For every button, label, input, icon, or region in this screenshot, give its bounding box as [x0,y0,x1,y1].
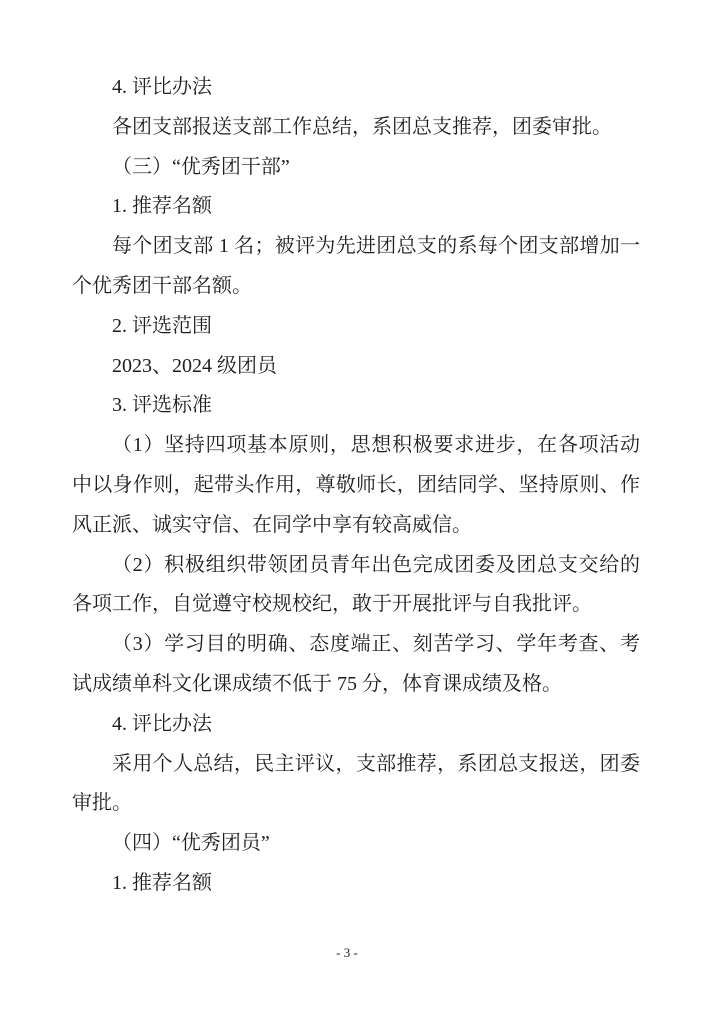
paragraph-line: 各项工作，自觉遵守校规校纪，敢于开展批评与自我批评。 [72,593,592,616]
paragraph-line: （1）坚持四项基本原则，思想积极要求进步，在各项活动 [112,434,640,457]
paragraph-line: （2）积极组织带领团员青年出色完成团委及团总支交给的 [112,553,640,576]
paragraph-line: 个优秀团干部名额。 [72,274,252,297]
numbered-heading: 1. 推荐名额 [112,871,212,894]
paragraph-line: 采用个人总结，民主评议，支部推荐，系团总支报送，团委 [112,752,640,775]
paragraph-line: 中以身作则，起带头作用，尊敬师长，团结同学、坚持原则、作 [72,473,640,496]
numbered-heading: 4. 评比办法 [112,76,212,98]
paragraph-line: 各团支部报送支部工作总结，系团总支推荐，团委审批。 [112,115,612,138]
paragraph-line: 试成绩单科文化课成绩不低于 75 分，体育课成绩及格。 [72,672,562,695]
page-number: - 3 - [336,945,358,960]
paragraph-line: 风正派、诚实守信、在同学中享有较高威信。 [72,513,472,536]
numbered-heading: 1. 推荐名额 [112,195,212,218]
numbered-heading: 2. 评选范围 [112,314,212,337]
numbered-heading: 4. 评比办法 [112,712,212,735]
numbered-heading: 3. 评选标准 [112,394,212,417]
paragraph-line: 每个团支部 1 名；被评为先进团总支的系每个团支部增加一 [112,235,640,258]
paragraph-line: 审批。 [72,792,132,815]
paragraph-line: 2023、2024 级团员 [112,354,277,377]
document-body [72,68,640,904]
section-heading: （三）“优秀团干部” [112,155,290,178]
paragraph-line: （3）学习目的明确、态度端正、刻苦学习、学年考查、考 [112,633,640,656]
section-heading: （四）“优秀团员” [112,832,270,855]
